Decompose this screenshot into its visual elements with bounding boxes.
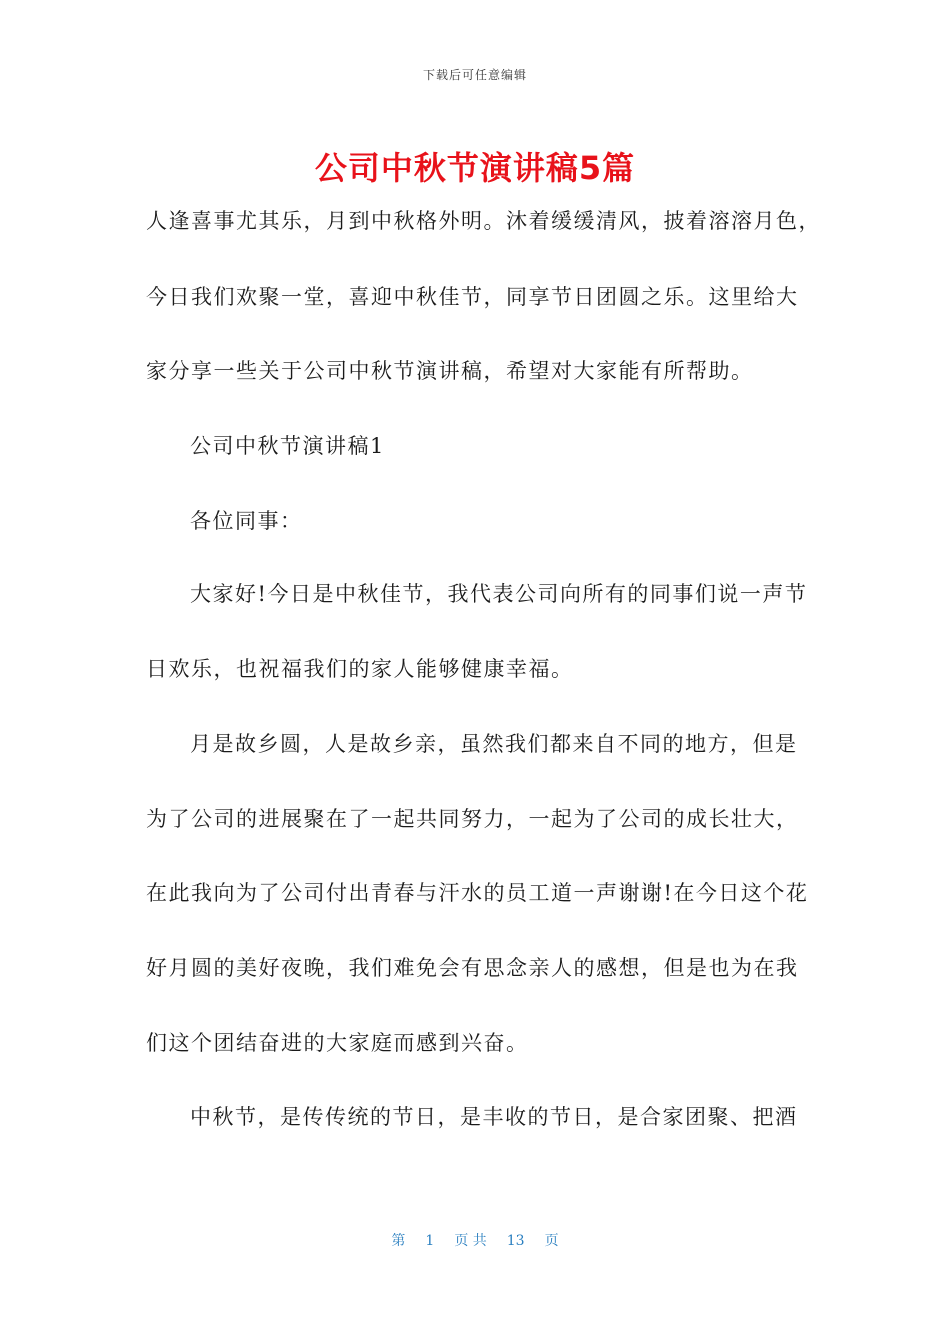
body-line: 在此我向为了公司付出青春与汗水的员工道一声谢谢!在今日这个花 [146, 881, 809, 905]
body-line: 今日我们欢聚一堂，喜迎中秋佳节，同享节日团圆之乐。这里给大 [146, 285, 799, 309]
page-footer [0, 1230, 950, 1250]
body-line: 人逢喜事尤其乐，月到中秋格外明。沐着缓缓清风，披着溶溶月色， [146, 209, 821, 233]
body-line: 日欢乐，也祝福我们的家人能够健康幸福。 [146, 657, 574, 681]
footer-middle: 页 共 [454, 1233, 487, 1249]
body-line: 们这个团结奋进的大家庭而感到兴奋。 [146, 1031, 529, 1055]
body-line: 好月圆的美好夜晚，我们难免会有思念亲人的感想，但是也为在我 [146, 956, 799, 980]
body-line: 中秋节，是传传统的节日，是丰收的节日，是合家团聚、把酒 [190, 1105, 798, 1129]
body-line: 大家好!今日是中秋佳节，我代表公司向所有的同事们说一声节 [190, 582, 808, 606]
body-line: 家分享一些关于公司中秋节演讲稿，希望对大家能有所帮助。 [146, 359, 754, 383]
section-heading: 公司中秋节演讲稿1 [190, 434, 385, 458]
page-header-note: 下载后可任意编辑 [422, 68, 527, 82]
body-line: 月是故乡圆，人是故乡亲，虽然我们都来自不同的地方，但是 [190, 732, 798, 756]
footer-current-page: 1 [425, 1233, 435, 1249]
footer-total-pages: 13 [506, 1233, 525, 1249]
footer-prefix: 第 [391, 1233, 406, 1249]
footer-suffix: 页 [544, 1233, 559, 1249]
salutation: 各位同事： [190, 509, 303, 533]
document-title: 公司中秋节演讲稿5篇 [314, 149, 636, 187]
body-line: 为了公司的进展聚在了一起共同努力，一起为了公司的成长壮大， [146, 807, 799, 831]
